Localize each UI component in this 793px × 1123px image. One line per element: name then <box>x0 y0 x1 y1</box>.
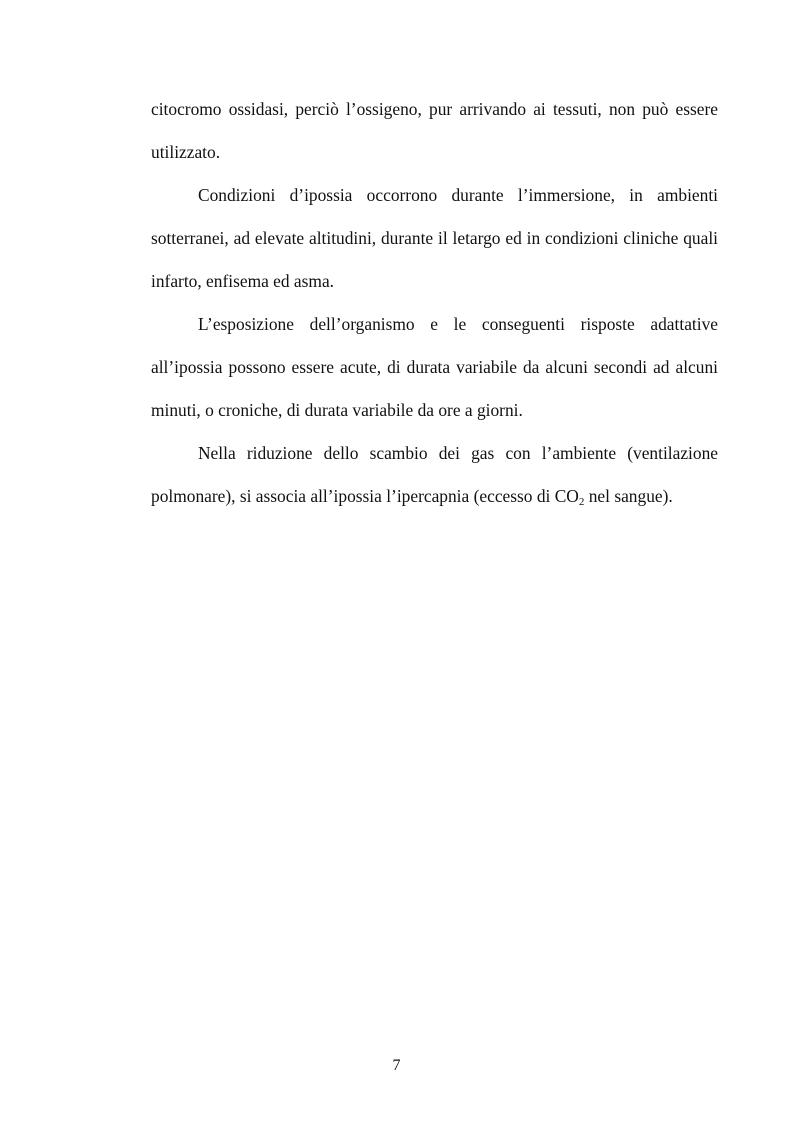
page-number: 7 <box>392 1057 401 1074</box>
paragraph-exposure: L’esposizione dell’organismo e le conseguenti risposte adattative all’ipossia possono essere acute, di durata variabile da alcuni secondi ad alcuni minuti, o croniche, di durata variabile da ore a giorni. <box>151 314 718 420</box>
paragraph-hypoxia-conditions: Condizioni d’ipossia occorrono durante l’immersione, in ambienti sotterranei, ad elevate altitudini, durante il letargo ed in condizioni cliniche quali infarto, enfisema ed asma. <box>151 185 718 291</box>
hypercapnia-text-before: Nella riduzione dello scambio dei gas con l’ambiente (ventilazione polmonare), si associa all’ipossia l’ipercapnia (eccesso di CO <box>151 443 718 506</box>
body-text <box>151 88 718 518</box>
paragraph-hypercapnia <box>151 432 718 518</box>
hypercapnia-text-after: nel sangue). <box>584 486 673 506</box>
paragraph-continuation: citocromo ossidasi, perciò l’ossigeno, pur arrivando ai tessuti, non può essere utilizzato. <box>151 99 718 162</box>
co2-subscript: 2 <box>578 496 585 508</box>
